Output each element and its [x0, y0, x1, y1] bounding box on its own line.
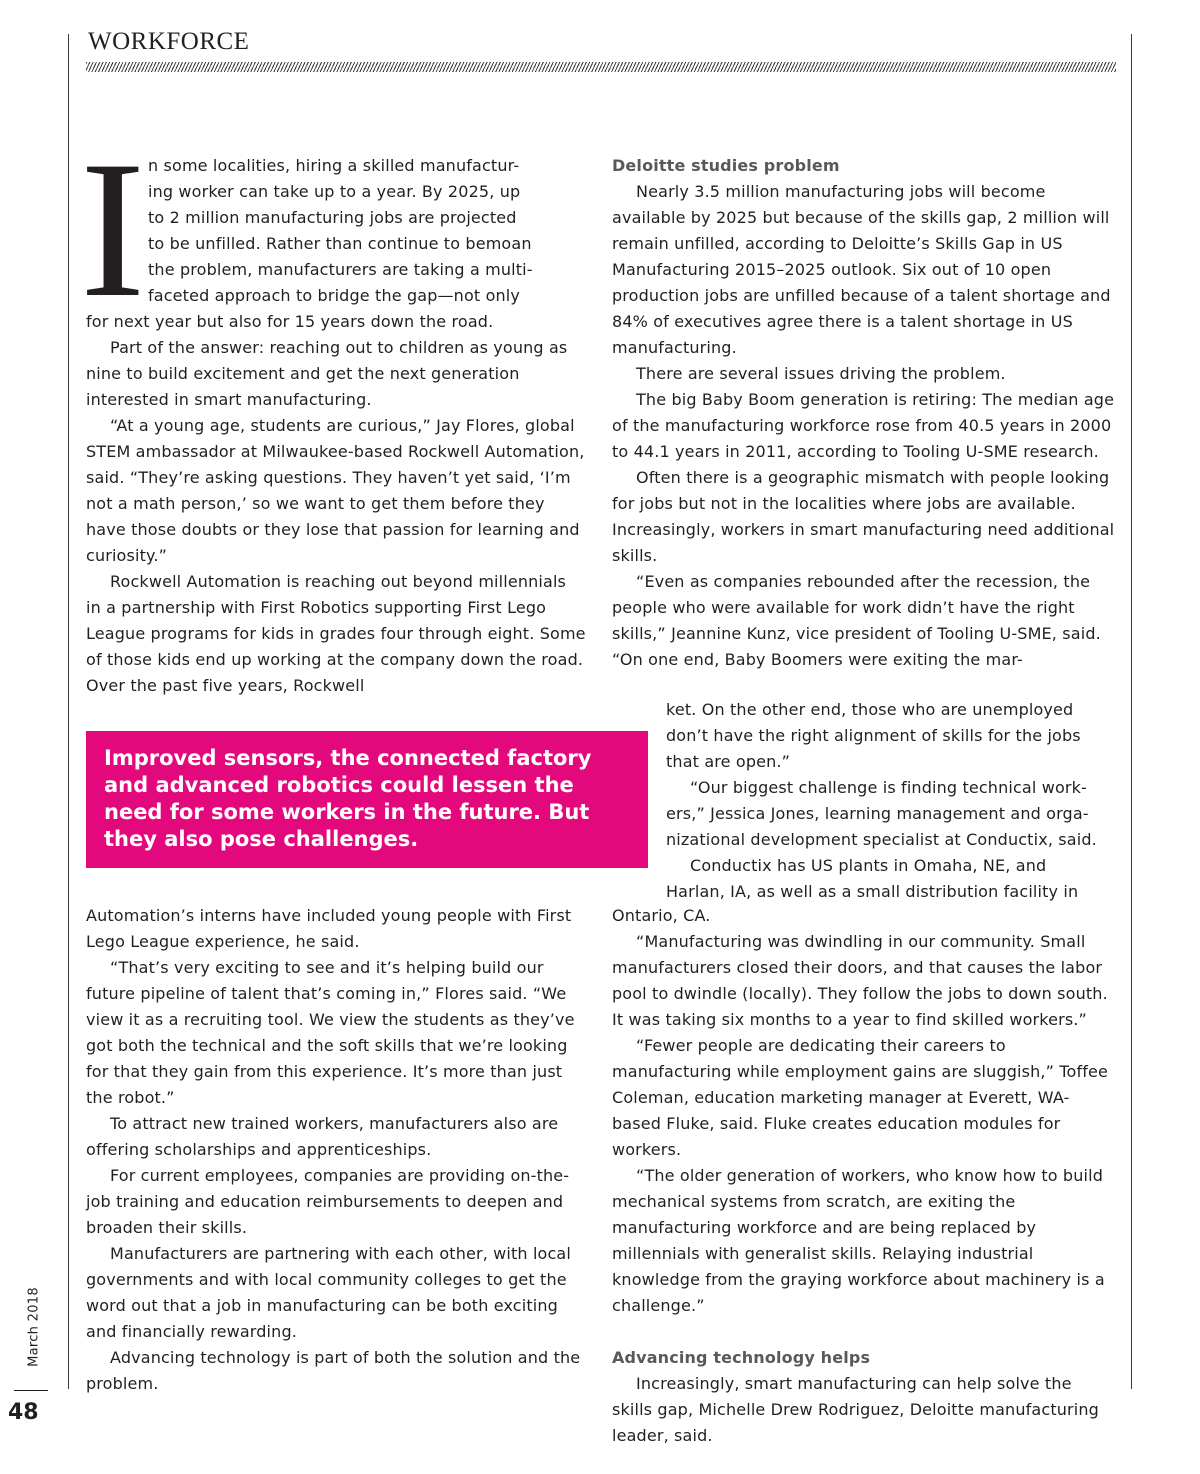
- header-hatch-rule: [86, 62, 1116, 72]
- column-left-top: [86, 153, 586, 699]
- page-number: 48: [8, 1400, 39, 1425]
- issue-date: March 2018: [26, 1287, 42, 1367]
- wrap-line: that are open.”: [666, 752, 791, 771]
- paragraph: Automation’s interns have included young people with First Lego League experience, he said.: [86, 906, 572, 951]
- left-margin-rule: [68, 34, 69, 1389]
- paragraph: Nearly 3.5 million manufacturing jobs will become available by 2025 but because of the skills gap, 2 million will remain unfilled, according to Deloitte’s Skills Gap in US Manufacturing 2015–2025 outlook. Six out of 10 open production jobs are unfilled because of a talent shortage and 84% of executives agree there is a talent shortage in US manufacturing.: [612, 182, 1111, 357]
- page-number-rule: [14, 1390, 48, 1391]
- paragraph: Manufacturers are partnering with each other, with local governments and with local community colleges to get the word out that a job in manufacturing can be both exciting and financially rewarding.: [86, 1244, 571, 1341]
- section-label: WORKFORCE: [88, 28, 250, 55]
- column-right-top: [612, 153, 1117, 673]
- paragraph: Advancing technology is part of both the solution and the problem.: [86, 1348, 581, 1393]
- wrap-line: don’t have the right alignment of skills for the jobs: [666, 726, 1081, 745]
- lead-line: n some localities, hiring a skilled manufactur-: [148, 156, 520, 175]
- paragraph-spacer: [612, 1319, 1117, 1345]
- lead-line: to be unfilled. Rather than continue to bemoan: [148, 234, 532, 253]
- wrap-line: ket. On the other end, those who are unemployed: [666, 700, 1074, 719]
- lead-line: to 2 million manufacturing jobs are projected: [148, 208, 517, 227]
- paragraph: Ontario, CA.: [612, 906, 711, 925]
- paragraph: “That’s very exciting to see and it’s helping build our future pipeline of talent that’s coming in,” Flores said. “We view it as a recruiting tool. We view the students as they’ve got both the technical and the soft skills that we’re looking for that they gain from this experience. It’s more than just the robot.”: [86, 958, 575, 1107]
- paragraph: There are several issues driving the problem.: [636, 364, 1006, 383]
- column-right-bottom: [612, 903, 1117, 1449]
- drop-cap: I: [80, 121, 146, 338]
- paragraph: The big Baby Boom generation is retiring: The median age of the manufacturing workforce rose from 40.5 years in 2000 to 44.1 years in 2011, according to Tooling U-SME research.: [612, 390, 1115, 461]
- subheading: Advancing technology helps: [612, 1348, 871, 1367]
- subheading: Deloitte studies problem: [612, 156, 840, 175]
- lead-line: for next year but also for 15 years down the road.: [86, 312, 494, 331]
- lead-line: faceted approach to bridge the gap—not only: [148, 286, 521, 305]
- lead-line: ing worker can take up to a year. By 2025, up: [148, 182, 521, 201]
- paragraph: To attract new trained workers, manufacturers also are offering scholarships and apprenticeships.: [86, 1114, 559, 1159]
- paragraph: “Fewer people are dedicating their careers to manufacturing while employment gains are sluggish,” Toffee Coleman, education marketing manager at Everett, WA-based Fluke, said. Fluke creates education modules for workers.: [612, 1036, 1109, 1159]
- pull-quote-box: [86, 731, 648, 868]
- wrap-line: Harlan, IA, as well as a small distribution facility in: [666, 882, 1079, 901]
- column-left-bottom: [86, 903, 590, 1397]
- wrap-line: nizational development specialist at Conductix, said.: [666, 830, 1097, 849]
- paragraph: Rockwell Automation is reaching out beyond millennials in a partnership with First Robotics supporting First Lego League programs for kids in grades four through eight. Some of those kids end up working at the company down the road. Over the past five years, Rockwell: [86, 572, 586, 695]
- right-margin-rule: [1131, 34, 1132, 1389]
- lead-line: the problem, manufacturers are taking a multi-: [148, 260, 533, 279]
- paragraph: “Even as companies rebounded after the recession, the people who were available for work didn’t have the right skills,” Jeannine Kunz, vice president of Tooling U-SME, said. “On one end, Baby Boomers were exiting the mar-: [612, 572, 1101, 669]
- paragraph: “The older generation of workers, who know how to build mechanical systems from scratch, are exiting the manufacturing workforce and are being replaced by millennials with generalist skills. Relaying industrial knowledge from the graying workforce about machinery is a challenge.”: [612, 1166, 1105, 1315]
- wrap-line: ers,” Jessica Jones, learning management and orga-: [666, 804, 1089, 823]
- pull-quote-text: Improved sensors, the connected factory and advanced robotics could lessen the need for some workers in the future. But they also pose challenges.: [104, 746, 592, 851]
- wrap-line: Conductix has US plants in Omaha, NE, and: [690, 856, 1047, 875]
- paragraph: “At a young age, students are curious,” Jay Flores, global STEM ambassador at Milwaukee-based Rockwell Automation, said. “They’re asking questions. They haven’t yet said, ‘I’m not a math person,’ so we want to get them before they have those doubts or they lose that passion for learning and curiosity.”: [86, 416, 585, 565]
- paragraph: For current employees, companies are providing on-the-job training and education reimbursements to deepen and broaden their skills.: [86, 1166, 570, 1237]
- paragraph: Part of the answer: reaching out to children as young as nine to build excitement and get the next generation interested in smart manufacturing.: [86, 338, 568, 409]
- column-right-wrap: [666, 697, 1118, 905]
- wrap-line: “Our biggest challenge is finding technical work-: [690, 778, 1087, 797]
- paragraph: Often there is a geographic mismatch with people looking for jobs but not in the localities where jobs are available. Increasingly, workers in smart manufacturing need additional skills.: [612, 468, 1115, 565]
- paragraph: Increasingly, smart manufacturing can help solve the skills gap, Michelle Drew Rodriguez, Deloitte manufacturing leader, said.: [612, 1374, 1099, 1445]
- paragraph: “Manufacturing was dwindling in our community. Small manufacturers closed their doors, and that causes the labor pool to dwindle (locally). They follow the jobs to down south. It was taking six months to a year to find skilled workers.”: [612, 932, 1108, 1029]
